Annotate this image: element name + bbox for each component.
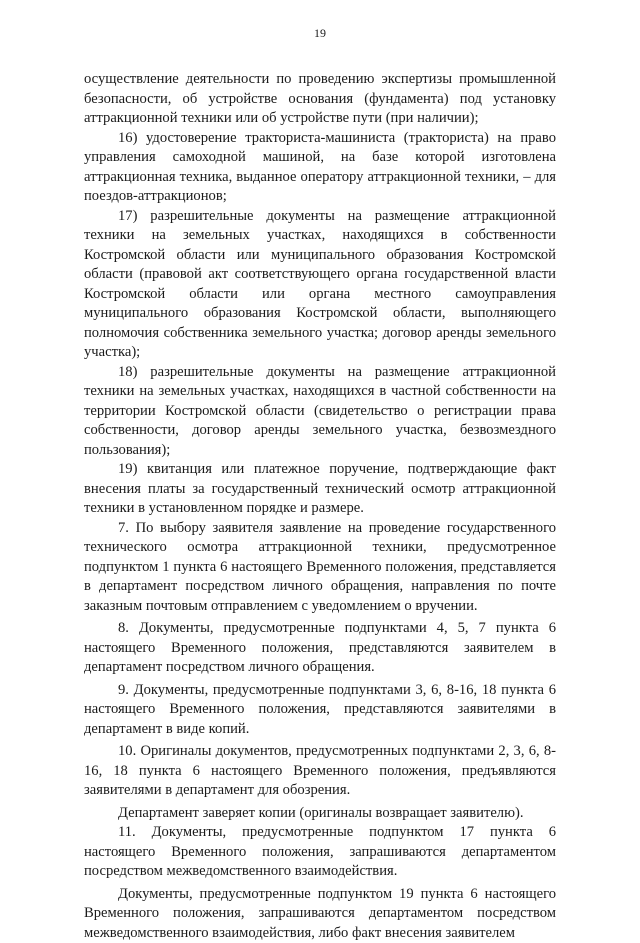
- paragraph: 17) разрешительные документы на размещение аттракционной техники на земельных участках, находящихся в собственности Костромской области или муниципального образования Костромской области (правовой акт соответствующего органа государственной власти Костромской области или органа местного самоуправления муниципального образования Костромской области, выполняющего полномочия собственника земельного участка; договор аренды земельного участка);: [84, 207, 556, 363]
- paragraph: 7. По выбору заявителя заявление на проведение государственного технического осмотра аттракционной техники, предусмотренное подпунктом 1 пункта 6 настоящего Временного положения, представляется в департамент посредством личного обращения, направления по почте заказным почтовым отправлением с уведомлением о вручении.: [84, 519, 556, 617]
- paragraph: 11. Документы, предусмотренные подпунктом 17 пункта 6 настоящего Временного положения, запрашиваются департаментом посредством межведомственного взаимодействия.: [84, 823, 556, 882]
- paragraph: 10. Оригиналы документов, предусмотренных подпунктами 2, 3, 6, 8-16, 18 пункта 6 настоящего Временного положения, предъявляются заявителями в департамент для обозрения.: [84, 742, 556, 801]
- paragraph: 9. Документы, предусмотренные подпунктами 3, 6, 8-16, 18 пункта 6 настоящего Временного положения, представляются заявителями в департамент в виде копий.: [84, 681, 556, 740]
- paragraph: 19) квитанция или платежное поручение, подтверждающие факт внесения платы за государственный технический осмотр аттракционной техники в установленном порядке и размере.: [84, 460, 556, 519]
- paragraph: 8. Документы, предусмотренные подпунктами 4, 5, 7 пункта 6 настоящего Временного положения, представляются заявителем в департамент посредством личного обращения.: [84, 619, 556, 678]
- paragraph: Документы, предусмотренные подпунктом 19 пункта 6 настоящего Временного положения, запрашиваются департаментом посредством межведомственного взаимодействия, либо факт внесения заявителем: [84, 885, 556, 943]
- paragraph: осуществление деятельности по проведению экспертизы промышленной безопасности, об устройстве основания (фундамента) под установку аттракционной техники или об устройстве пути (при наличии);: [84, 70, 556, 129]
- paragraph: 16) удостоверение тракториста-машиниста (тракториста) на право управления самоходной машиной, на базе которой изготовлена аттракционная техника, выданное оператору аттракционной техники, – для поездов-аттракционов;: [84, 129, 556, 207]
- paragraph: 18) разрешительные документы на размещение аттракционной техники на земельных участках, находящихся в частной собственности на территории Костромской области (свидетельство о регистрации права собственности, договор аренды земельного участка, безвозмездного пользования);: [84, 363, 556, 461]
- document-body: [84, 70, 556, 943]
- page-number: 19: [0, 26, 640, 41]
- paragraph: Департамент заверяет копии (оригиналы возвращает заявителю).: [84, 804, 556, 824]
